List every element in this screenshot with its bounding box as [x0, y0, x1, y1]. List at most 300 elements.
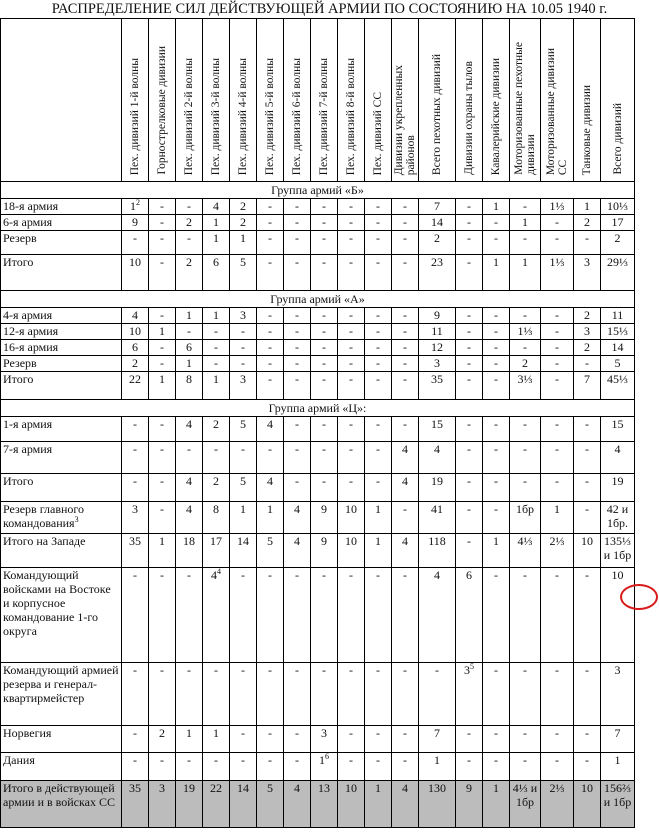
- table-cell: [601, 324, 634, 339]
- cell-value: -: [376, 199, 380, 213]
- table-cell: [365, 442, 391, 473]
- table-cell: [311, 231, 337, 254]
- cell-value: -: [322, 474, 326, 488]
- cell-value: -: [523, 726, 527, 740]
- row-label: [1, 568, 121, 662]
- cell-value: -: [585, 753, 589, 767]
- cell-value: -: [376, 324, 380, 338]
- table-cell: [257, 255, 283, 290]
- division-table: [0, 18, 635, 828]
- cell-value: 11: [431, 324, 443, 338]
- table-cell: [392, 199, 418, 214]
- table-cell: [311, 474, 337, 501]
- table-cell: [176, 417, 202, 441]
- table-cell: [483, 231, 509, 254]
- table-row: [1, 215, 634, 230]
- table-cell: [257, 308, 283, 323]
- table-row: [1, 663, 634, 725]
- cell-value: -: [241, 726, 245, 740]
- table-cell: [338, 199, 364, 214]
- column-header: [365, 19, 391, 181]
- cell-value: 12: [431, 340, 443, 354]
- cell-value: 10: [611, 568, 624, 582]
- cell-value: -: [187, 568, 191, 582]
- table-cell: [230, 534, 256, 567]
- table-cell: [284, 726, 310, 752]
- cell-value: 29⅓: [607, 255, 628, 269]
- table-cell: [541, 442, 573, 473]
- table-cell: [311, 417, 337, 441]
- table-cell: [311, 308, 337, 323]
- row-label: [1, 502, 121, 533]
- cell-value: 4⅓: [517, 534, 533, 548]
- cell-value: 1: [240, 231, 246, 245]
- cell-value: -: [403, 340, 407, 354]
- table-cell: [338, 417, 364, 441]
- row-label-text: Командующий войсками на Востоке и корпусное командование 1-го округа: [3, 568, 111, 638]
- cell-value: 1: [614, 753, 621, 767]
- table-cell: [149, 372, 175, 399]
- cell-value: -: [349, 255, 353, 269]
- cell-value: -: [376, 474, 380, 488]
- cell-value: -: [295, 372, 299, 386]
- table-cell: [419, 199, 455, 214]
- cell-value: -: [133, 753, 137, 767]
- table-cell: [419, 753, 455, 780]
- cell-value: -: [268, 308, 272, 322]
- page-title: РАСПРЕДЕЛЕНИЕ СИЛ ДЕЙСТВУЮЩЕЙ АРМИИ ПО СОСТОЯНИЮ НА 10.05 1940 г.: [51, 1, 608, 17]
- table-cell: [483, 215, 509, 230]
- cell-value: -: [268, 753, 272, 767]
- cell-value: 1: [554, 502, 560, 516]
- column-header: [149, 19, 175, 181]
- table-cell: [203, 534, 229, 567]
- row-label-text: Норвегия: [3, 726, 52, 740]
- cell-value: -: [555, 308, 559, 322]
- table-cell: [203, 215, 229, 230]
- cell-value: 14: [237, 781, 249, 795]
- table-cell: [311, 726, 337, 752]
- table-cell: [574, 663, 600, 725]
- cell-value: 4: [132, 308, 138, 322]
- row-label-text: Командующий армией резерва и генерал-квартирмейстер: [3, 663, 119, 705]
- table-cell: [456, 534, 482, 567]
- table-cell: [149, 568, 175, 662]
- cell-value: 1: [493, 199, 499, 213]
- cell-value: 3: [464, 663, 470, 677]
- cell-value: -: [295, 442, 299, 456]
- table-cell: [510, 231, 540, 254]
- table-cell: [365, 663, 391, 725]
- cell-value: 1: [213, 372, 219, 386]
- table-cell: [456, 308, 482, 323]
- cell-value: -: [322, 372, 326, 386]
- table-cell: [456, 663, 482, 725]
- table-cell: [392, 568, 418, 662]
- cell-value: -: [133, 417, 137, 431]
- cell-value: -: [555, 474, 559, 488]
- cell-value: -: [349, 340, 353, 354]
- table-cell: [601, 215, 634, 230]
- table-cell: [541, 502, 573, 533]
- table-cell: [284, 340, 310, 355]
- table-cell: [149, 663, 175, 725]
- cell-value: -: [322, 356, 326, 370]
- cell-value: -: [214, 356, 218, 370]
- cell-value: 5: [240, 474, 246, 488]
- table-cell: [122, 231, 148, 254]
- cell-value: -: [214, 442, 218, 456]
- table-cell: [203, 417, 229, 441]
- cell-value: -: [585, 568, 589, 582]
- table-cell: [149, 442, 175, 473]
- cell-value: -: [467, 534, 471, 548]
- cell-value: -: [467, 324, 471, 338]
- table-cell: [601, 417, 634, 441]
- table-cell: [483, 502, 509, 533]
- table-cell: [601, 474, 634, 501]
- table-cell: [122, 308, 148, 323]
- table-cell: [122, 372, 148, 399]
- table-cell: [149, 502, 175, 533]
- cell-value: 4: [211, 568, 217, 582]
- cell-value: 1⅓: [517, 324, 533, 338]
- table-cell: [510, 442, 540, 473]
- table-cell: [176, 340, 202, 355]
- table-cell: [483, 356, 509, 371]
- table-cell: [230, 340, 256, 355]
- cell-value: 4: [402, 781, 408, 795]
- cell-value: -: [322, 663, 326, 677]
- column-header: [419, 19, 455, 181]
- table-cell: [541, 474, 573, 501]
- cell-value: -: [523, 340, 527, 354]
- cell-value: -: [295, 568, 299, 582]
- column-header: [338, 19, 364, 181]
- table-cell: [203, 474, 229, 501]
- column-header-label: Дивизии укрепленных районов: [393, 64, 417, 175]
- cell-value: 8: [213, 502, 219, 516]
- row-label: [1, 663, 121, 725]
- table-cell: [311, 324, 337, 339]
- cell-value: 10: [581, 534, 593, 548]
- cell-value: 118: [428, 534, 446, 548]
- column-header-label: Пех. дивизий 8-й волны: [345, 57, 357, 175]
- table-cell: [483, 568, 509, 662]
- table-row: [1, 474, 634, 501]
- footnote-marker: 5: [470, 663, 474, 671]
- table-cell: [257, 781, 283, 827]
- table-cell: [574, 417, 600, 441]
- column-header: [510, 19, 540, 181]
- cell-value: -: [187, 324, 191, 338]
- table-cell: [419, 568, 455, 662]
- cell-value: -: [523, 231, 527, 245]
- table-cell: [392, 356, 418, 371]
- cell-value: 2: [522, 356, 528, 370]
- cell-value: 10: [345, 534, 357, 548]
- table-cell: [541, 199, 573, 214]
- table-row: [1, 308, 634, 323]
- cell-value: -: [555, 340, 559, 354]
- cell-value: -: [322, 442, 326, 456]
- table-cell: [574, 231, 600, 254]
- cell-value: -: [160, 255, 164, 269]
- table-cell: [483, 534, 509, 567]
- table-row: [1, 502, 634, 533]
- table-cell: [257, 324, 283, 339]
- table-cell: [230, 753, 256, 780]
- cell-value: 4: [434, 442, 440, 456]
- table-cell: [284, 781, 310, 827]
- table-cell: [392, 417, 418, 441]
- cell-value: -: [187, 663, 191, 677]
- cell-value: -: [241, 340, 245, 354]
- cell-value: 17: [611, 215, 624, 229]
- cell-value: -: [376, 255, 380, 269]
- table-cell: [456, 726, 482, 752]
- table-cell: [176, 781, 202, 827]
- table-cell: [574, 753, 600, 780]
- cell-value: 1: [375, 534, 381, 548]
- table-cell: [574, 308, 600, 323]
- table-cell: [365, 356, 391, 371]
- cell-value: -: [160, 568, 164, 582]
- table-cell: [510, 534, 540, 567]
- table-cell: [510, 502, 540, 533]
- table-cell: [574, 474, 600, 501]
- group-title: Группа армий «Б»: [1, 182, 634, 198]
- cell-value: -: [268, 340, 272, 354]
- table-cell: [122, 726, 148, 752]
- table-cell: [541, 215, 573, 230]
- cell-value: -: [376, 726, 380, 740]
- cell-value: 3: [159, 781, 165, 795]
- cell-value: -: [494, 663, 498, 677]
- table-cell: [541, 568, 573, 662]
- cell-value: -: [585, 726, 589, 740]
- table-cell: [483, 663, 509, 725]
- row-label: [1, 726, 121, 752]
- table-row: [1, 417, 634, 441]
- table-cell: [284, 372, 310, 399]
- row-label: [1, 372, 121, 399]
- cell-value: -: [160, 417, 164, 431]
- cell-value: 1: [584, 199, 590, 213]
- cell-value: -: [403, 324, 407, 338]
- cell-value: -: [376, 340, 380, 354]
- table-cell: [541, 417, 573, 441]
- cell-value: 7: [584, 372, 590, 386]
- row-label-text: 6-я армия: [3, 215, 53, 229]
- column-header-label: Дивизии охраны тылов: [463, 61, 475, 175]
- table-cell: [574, 356, 600, 371]
- cell-value: 1: [186, 726, 192, 740]
- table-cell: [601, 372, 634, 399]
- table-cell: [311, 199, 337, 214]
- cell-value: 7: [434, 199, 440, 213]
- cell-value: -: [322, 255, 326, 269]
- cell-value: 13: [318, 781, 330, 795]
- cell-value: -: [494, 568, 498, 582]
- row-label-text: Итого: [3, 372, 34, 386]
- cell-value: 1: [319, 753, 325, 767]
- table-cell: [601, 356, 634, 371]
- table-cell: [122, 753, 148, 780]
- cell-value: 4: [267, 474, 273, 488]
- table-cell: [284, 199, 310, 214]
- cell-value: -: [403, 502, 407, 516]
- cell-value: -: [403, 308, 407, 322]
- column-header: [574, 19, 600, 181]
- table-cell: [365, 255, 391, 290]
- table-cell: [456, 753, 482, 780]
- table-cell: [176, 255, 202, 290]
- table-cell: [176, 215, 202, 230]
- table-cell: [510, 417, 540, 441]
- table-cell: [230, 215, 256, 230]
- table-cell: [311, 663, 337, 725]
- table-cell: [338, 534, 364, 567]
- cell-value: 130: [428, 781, 446, 795]
- table-cell: [149, 231, 175, 254]
- table-cell: [338, 568, 364, 662]
- table-cell: [338, 231, 364, 254]
- table-cell: [574, 726, 600, 752]
- table-row: [1, 568, 634, 662]
- cell-value: -: [403, 417, 407, 431]
- cell-value: -: [494, 324, 498, 338]
- table-cell: [203, 231, 229, 254]
- table-cell: [149, 199, 175, 214]
- cell-value: -: [349, 215, 353, 229]
- table-cell: [456, 417, 482, 441]
- cell-value: 10: [581, 781, 593, 795]
- cell-value: -: [555, 663, 559, 677]
- cell-value: -: [494, 417, 498, 431]
- cell-value: -: [268, 215, 272, 229]
- column-header-label: Пех. дивизий 1-й волны: [129, 57, 141, 175]
- cell-value: -: [214, 663, 218, 677]
- table-cell: [392, 308, 418, 323]
- cell-value: -: [133, 231, 137, 245]
- cell-value: 2: [132, 356, 138, 370]
- cell-value: -: [403, 231, 407, 245]
- group-header-row: [1, 291, 634, 307]
- row-label: [1, 324, 121, 339]
- table-cell: [203, 308, 229, 323]
- footnote-marker: 6: [325, 753, 329, 761]
- table-cell: [176, 324, 202, 339]
- cell-value: -: [214, 324, 218, 338]
- table-cell: [176, 502, 202, 533]
- table-cell: [149, 753, 175, 780]
- table-cell: [510, 663, 540, 725]
- column-header-label: Всего пехотных дивизий: [431, 53, 443, 175]
- table-cell: [230, 255, 256, 290]
- table-cell: [392, 442, 418, 473]
- table-cell: [456, 324, 482, 339]
- table-cell: [122, 356, 148, 371]
- cell-value: 7: [434, 726, 440, 740]
- column-header-label: Кавалерийские дивизии: [490, 57, 502, 175]
- table-cell: [483, 255, 509, 290]
- table-cell: [456, 781, 482, 827]
- table-cell: [311, 753, 337, 780]
- cell-value: -: [349, 308, 353, 322]
- table-cell: [365, 308, 391, 323]
- table-row: [1, 199, 634, 214]
- column-header-label: Пех. дивизий СС: [372, 91, 384, 175]
- cell-value: 2: [159, 726, 165, 740]
- cell-value: 15: [611, 417, 624, 431]
- table-cell: [541, 231, 573, 254]
- cell-value: 4: [614, 442, 621, 456]
- table-cell: [365, 231, 391, 254]
- row-label-text: Итого на Западе: [3, 534, 86, 548]
- column-header-label: Танковые дивизии: [581, 84, 593, 175]
- cell-value: -: [403, 255, 407, 269]
- cell-value: -: [376, 442, 380, 456]
- table-cell: [541, 340, 573, 355]
- cell-value: 15: [431, 417, 443, 431]
- table-cell: [601, 340, 634, 355]
- cell-value: -: [295, 215, 299, 229]
- header-row: [1, 19, 634, 181]
- table-cell: [541, 255, 573, 290]
- cell-value: -: [555, 442, 559, 456]
- cell-value: -: [523, 442, 527, 456]
- cell-value: 7: [614, 726, 621, 740]
- cell-value: 2: [240, 215, 246, 229]
- cell-value: 1: [159, 372, 165, 386]
- row-label-text: 18-я армия: [3, 199, 59, 213]
- table-cell: [230, 372, 256, 399]
- cell-value: 2: [614, 231, 621, 245]
- cell-value: -: [403, 568, 407, 582]
- column-header: [456, 19, 482, 181]
- table-cell: [456, 199, 482, 214]
- cell-value: 156⅔ и 1бр: [603, 781, 632, 809]
- table-cell: [311, 356, 337, 371]
- cell-value: -: [467, 442, 471, 456]
- table-cell: [122, 340, 148, 355]
- table-cell: [284, 568, 310, 662]
- table-cell: [203, 726, 229, 752]
- table-cell: [483, 474, 509, 501]
- table-cell: [284, 502, 310, 533]
- cell-value: -: [160, 231, 164, 245]
- cell-value: -: [494, 442, 498, 456]
- row-label-text: Резерв: [3, 231, 37, 245]
- cell-value: 35: [431, 372, 443, 386]
- cell-value: -: [295, 340, 299, 354]
- table-cell: [149, 474, 175, 501]
- cell-value: 42 и 1бр.: [606, 502, 629, 530]
- cell-value: 135⅓ и 1бр: [603, 534, 632, 562]
- cell-value: -: [494, 474, 498, 488]
- table-cell: [338, 442, 364, 473]
- cell-value: 4: [186, 502, 192, 516]
- cell-value: 3: [240, 372, 246, 386]
- cell-value: 5: [240, 417, 246, 431]
- table-cell: [483, 340, 509, 355]
- table-cell: [122, 442, 148, 473]
- cell-value: -: [160, 753, 164, 767]
- cell-value: 17: [210, 534, 222, 548]
- table-cell: [176, 356, 202, 371]
- table-cell: [311, 534, 337, 567]
